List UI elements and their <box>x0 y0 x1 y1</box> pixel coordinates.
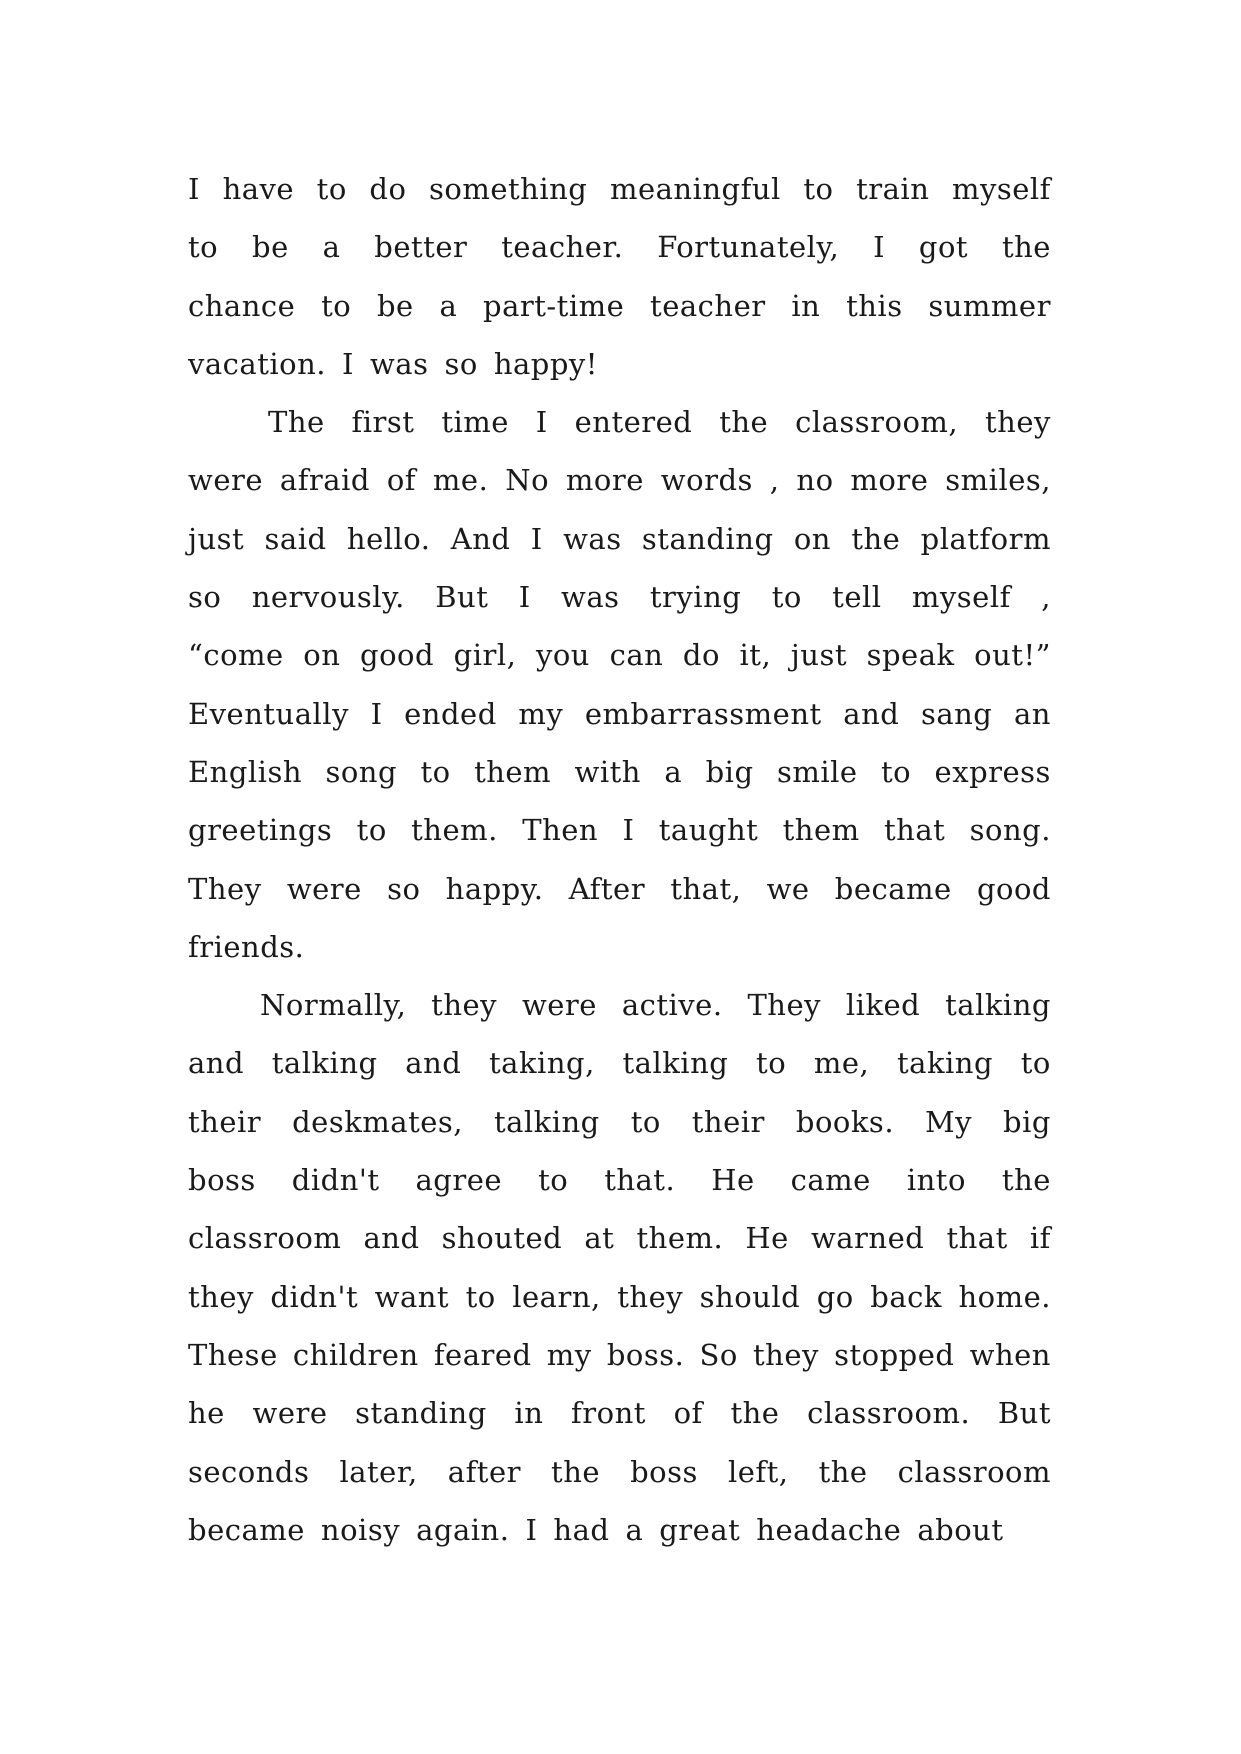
text-line: They were so happy. After that, we became good <box>188 871 1051 906</box>
text-line: vacation. I was so happy! <box>188 346 598 381</box>
text-line: boss didn't agree to that. He came into the <box>188 1163 1051 1198</box>
text-line: Normally, they were active. They liked talking <box>260 988 1051 1023</box>
text-line: became noisy again. I had a great headache about <box>188 1512 1004 1547</box>
text-line: chance to be a part-time teacher in this summer <box>188 288 1051 323</box>
text-line: I have to do something meaningful to train myself <box>188 172 1051 206</box>
text-line: The first time I entered the classroom, they <box>268 405 1051 440</box>
text-line: and talking and taking, talking to me, taking to <box>188 1046 1051 1081</box>
text-line: greetings to them. Then I taught them that song. <box>188 813 1051 848</box>
text-line: Eventually I ended my embarrassment and sang an <box>188 696 1051 731</box>
text-line: were afraid of me. No more words , no more smiles, <box>188 463 1051 498</box>
text-line: friends. <box>188 929 305 964</box>
text-line: their deskmates, talking to their books. My big <box>188 1104 1051 1139</box>
paragraph <box>188 160 1051 393</box>
text-line: so nervously. But I was trying to tell myself , <box>188 580 1051 615</box>
text-line: classroom and shouted at them. He warned that if <box>188 1221 1051 1256</box>
text-line: seconds later, after the boss left, the classroom <box>188 1454 1051 1489</box>
body-text <box>188 160 1051 1559</box>
text-line: These children feared my boss. So they stopped when <box>188 1337 1051 1372</box>
paragraph <box>188 393 1051 976</box>
text-line: he were standing in front of the classroom. But <box>188 1396 1051 1431</box>
text-line: English song to them with a big smile to express <box>188 754 1051 789</box>
text-line: they didn't want to learn, they should go back home. <box>188 1279 1051 1314</box>
paragraph <box>188 976 1051 1559</box>
text-line: “come on good girl, you can do it, just speak out!” <box>188 638 1051 673</box>
text-line: to be a better teacher. Fortunately, I got the <box>188 230 1051 265</box>
text-line: just said hello. And I was standing on the platform <box>188 521 1051 556</box>
